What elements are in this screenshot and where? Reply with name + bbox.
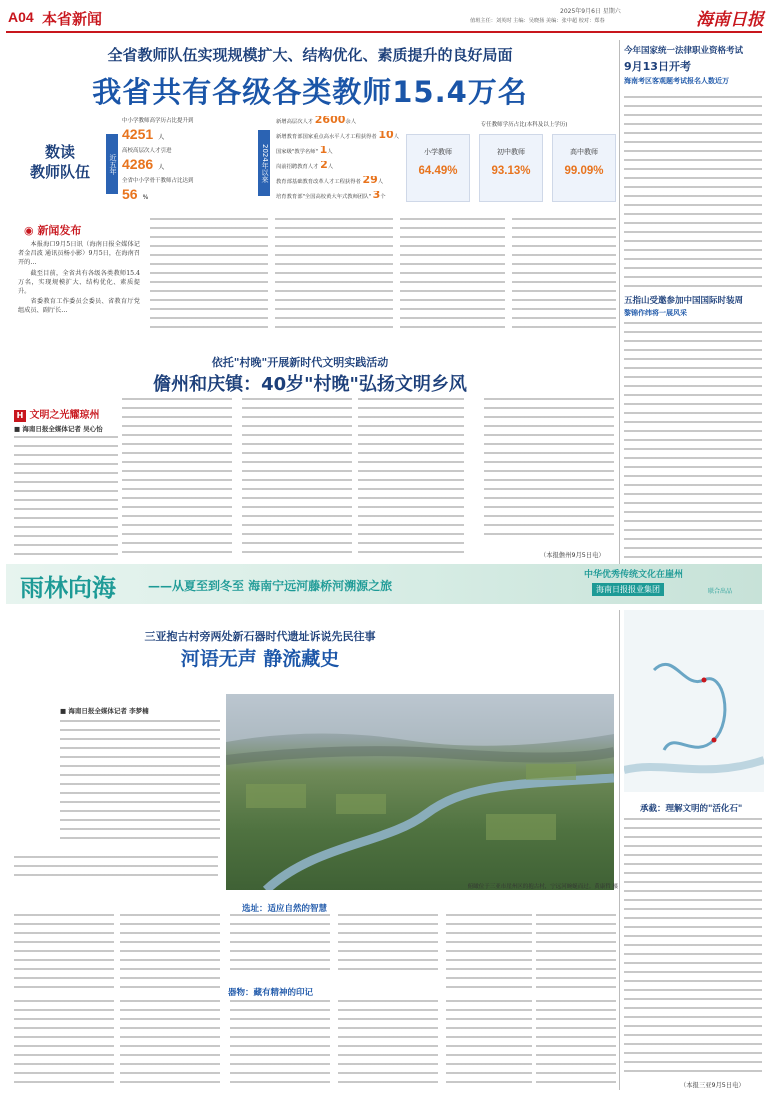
stat-label: 培育教育部"全国高校黄大年式教师团队"	[276, 194, 371, 200]
infographic	[14, 114, 614, 214]
column-badge	[14, 406, 99, 422]
ratio-label: 初中教师	[497, 148, 525, 156]
header-rule	[6, 31, 762, 33]
right-headline-2: 9月13日开考	[624, 60, 691, 73]
body-text-block	[446, 1000, 532, 1090]
subhead: 器物：藏有精神的印记	[228, 988, 314, 998]
photo-caption: 俯瞰位于三亚市崖州区的抱古村，宁远河蜿蜒而过。黄康哲 摄	[467, 884, 618, 890]
body-text-block	[120, 1000, 220, 1090]
right-mid-subhead: 黎锦作纬将一展风采	[624, 309, 687, 317]
news-release-lead	[18, 240, 140, 326]
stat-label: 中小学教师高学历占比提升到	[122, 118, 194, 124]
stat-unit: 人	[327, 164, 334, 170]
stat-value: 29	[362, 176, 378, 186]
stat-value: 1	[319, 146, 328, 156]
body-text-block	[338, 1000, 438, 1090]
stat-value: 4251	[122, 126, 154, 142]
feature-kicker: 依托"村晚"开展新时代文明实践活动	[211, 356, 389, 369]
body-text-block	[358, 398, 464, 560]
ancient-kicker: 三亚抱古村旁两处新石器时代遗址诉说先民往事	[144, 630, 376, 643]
ratio-card	[406, 134, 470, 202]
ratio-card	[479, 134, 543, 202]
stat-item	[276, 131, 406, 146]
map-illustration	[624, 610, 764, 792]
body-text-block	[14, 856, 218, 878]
subhead: 选址：适应自然的智慧	[242, 904, 328, 914]
body-text-block	[275, 218, 393, 334]
infographic-title: 数读 教师队伍	[29, 143, 90, 181]
stat-label: 新增教育部国家重点高水平人才工程获得者	[276, 134, 377, 140]
ratio-label: 小学教师	[424, 148, 452, 156]
landscape-photo	[226, 694, 614, 890]
body-text-block	[536, 914, 616, 994]
stat-value: 56	[122, 186, 138, 202]
byline: ■ 海南日报全媒体记者 吴心怡	[14, 425, 103, 433]
ratio-card	[552, 134, 616, 202]
end-note: （本报三亚9月5日电）	[680, 1082, 745, 1089]
stat-label: 新增高层次人才	[276, 119, 314, 125]
body-text-block	[14, 914, 114, 988]
ribbon-2024: 2024年以来	[258, 130, 270, 196]
body-text-block	[14, 1000, 114, 1090]
stat-label: 教育部基础教育改革人才工程获得者	[276, 179, 361, 185]
newspaper-logo: 海南日报	[696, 10, 764, 30]
stat-label: 岗前招聘教育人才	[276, 164, 319, 170]
main-headline: 我省共有各级各类教师15.4万名	[92, 75, 528, 109]
body-text-block	[242, 398, 352, 560]
stat-label: 国家级"教学名师"	[276, 149, 318, 155]
body-text-block	[60, 720, 220, 846]
body-text-block	[624, 96, 762, 290]
body-text-block	[400, 218, 505, 334]
stat-unit: %	[142, 194, 149, 201]
badge-label: 新闻发布	[37, 224, 82, 237]
stat-value: 2	[320, 161, 328, 171]
banner-tag3: 联合出品	[708, 588, 733, 595]
ratio-value: 64.49%	[418, 165, 458, 177]
stat-unit: 人	[158, 134, 165, 141]
end-note: （本报儋州9月5日电）	[540, 552, 605, 559]
stat-value: 4286	[122, 156, 154, 172]
stat-unit: 人	[393, 134, 399, 140]
column-divider	[619, 610, 620, 1090]
section-name: 本省新闻	[42, 10, 103, 28]
ratio-label: 高中教师	[570, 148, 598, 156]
body-text-block	[14, 436, 118, 560]
date-line: 2025年9月6日 星期六	[560, 8, 621, 15]
stat-unit: 人	[327, 149, 333, 155]
body-text-block	[624, 322, 762, 560]
stat-item	[276, 116, 406, 131]
ratio-value: 93.13%	[491, 165, 531, 177]
stat-value: 2600	[314, 116, 346, 126]
stat-item	[122, 116, 252, 146]
body-text-block	[536, 1000, 616, 1090]
paragraph: 截至目前，全省共有各级各类教师15.4万名，实现规模扩大、结构优化、素质提升。	[18, 269, 140, 296]
stat-item	[276, 146, 406, 161]
column-divider	[619, 40, 620, 565]
stat-unit: 人	[377, 179, 384, 185]
logo-icon: H	[14, 410, 26, 422]
banner-tag: 中华优秀传统文化在崖州	[584, 570, 684, 580]
badge-label: 文明之光耀琼州	[29, 410, 100, 421]
banner-title: 雨林向海	[20, 573, 116, 602]
route-map	[624, 610, 764, 792]
paragraph: 本报海口9月5日讯（海南日报全媒体记者金昌波 通讯员杨小影）9月5日，在海南召开的…	[18, 241, 140, 267]
body-text-block	[512, 218, 616, 334]
stat-unit: 个	[380, 194, 386, 200]
main-kicker: 全省教师队伍实现规模扩大、结构优化、素质提升的良好局面	[107, 46, 513, 64]
feature-headline: 儋州和庆镇：40岁"村晚"弘扬文明乡风	[153, 374, 467, 395]
ancient-headline: 河语无声 静流藏史	[180, 648, 340, 670]
right-subhead: 海南考区客观题考试报名人数近万	[624, 77, 729, 85]
body-text-block	[230, 914, 330, 974]
rainforest-banner	[6, 564, 762, 604]
body-text-block	[120, 914, 220, 988]
ribbon-5y: 近五年	[106, 134, 118, 194]
byline: ■ 海南日报全媒体记者 李梦楠	[60, 707, 149, 715]
stat-unit: 余人	[345, 119, 357, 125]
body-text-block	[230, 1000, 330, 1090]
stat-label: 全省中小学骨干教师占比达到	[122, 178, 194, 184]
body-text-block	[624, 818, 762, 1074]
banner-tag2: 海南日报报业集团	[592, 583, 664, 596]
ratio-title: 专任教师学历占比(本科及以上学历)	[480, 122, 568, 128]
ratio-value: 99.09%	[564, 165, 604, 177]
page-header	[0, 0, 768, 30]
stat-value: 10	[378, 131, 394, 141]
right-headline-1: 今年国家统一法律职业资格考试	[624, 46, 744, 56]
banner-subtitle: ——从夏至到冬至 海南宁远河藤桥河溯源之旅	[148, 579, 393, 593]
stat-unit: 人	[158, 164, 165, 171]
sidebar-title: 承截：理解文明的"活化石"	[640, 804, 743, 814]
stat-value: 3	[372, 191, 381, 201]
page-number: A04	[8, 9, 34, 25]
body-text-block	[338, 914, 438, 974]
stat-item	[122, 176, 252, 206]
right-mid-headline: 五指山受邀参加中国国际时装周	[624, 296, 744, 306]
body-text-block	[446, 914, 532, 994]
editors-line: 值班主任：刘英时 主编：吴晓扬 美编：张中超 校对：郑春	[470, 18, 605, 24]
body-text-block	[484, 398, 614, 538]
body-text-block	[122, 398, 232, 560]
paragraph: 省委教育工作委员会委员、省教育厅党组成员、副厅长…	[18, 298, 140, 315]
stat-item	[276, 191, 406, 206]
stat-item	[122, 146, 252, 176]
river-illustration	[226, 694, 614, 890]
news-release-badge	[24, 222, 81, 238]
stat-item	[276, 161, 406, 176]
body-text-block	[150, 218, 268, 334]
stat-item	[276, 176, 406, 191]
stat-label: 高校高层次人才引进	[122, 148, 172, 154]
megaphone-icon: ◉	[24, 224, 38, 237]
